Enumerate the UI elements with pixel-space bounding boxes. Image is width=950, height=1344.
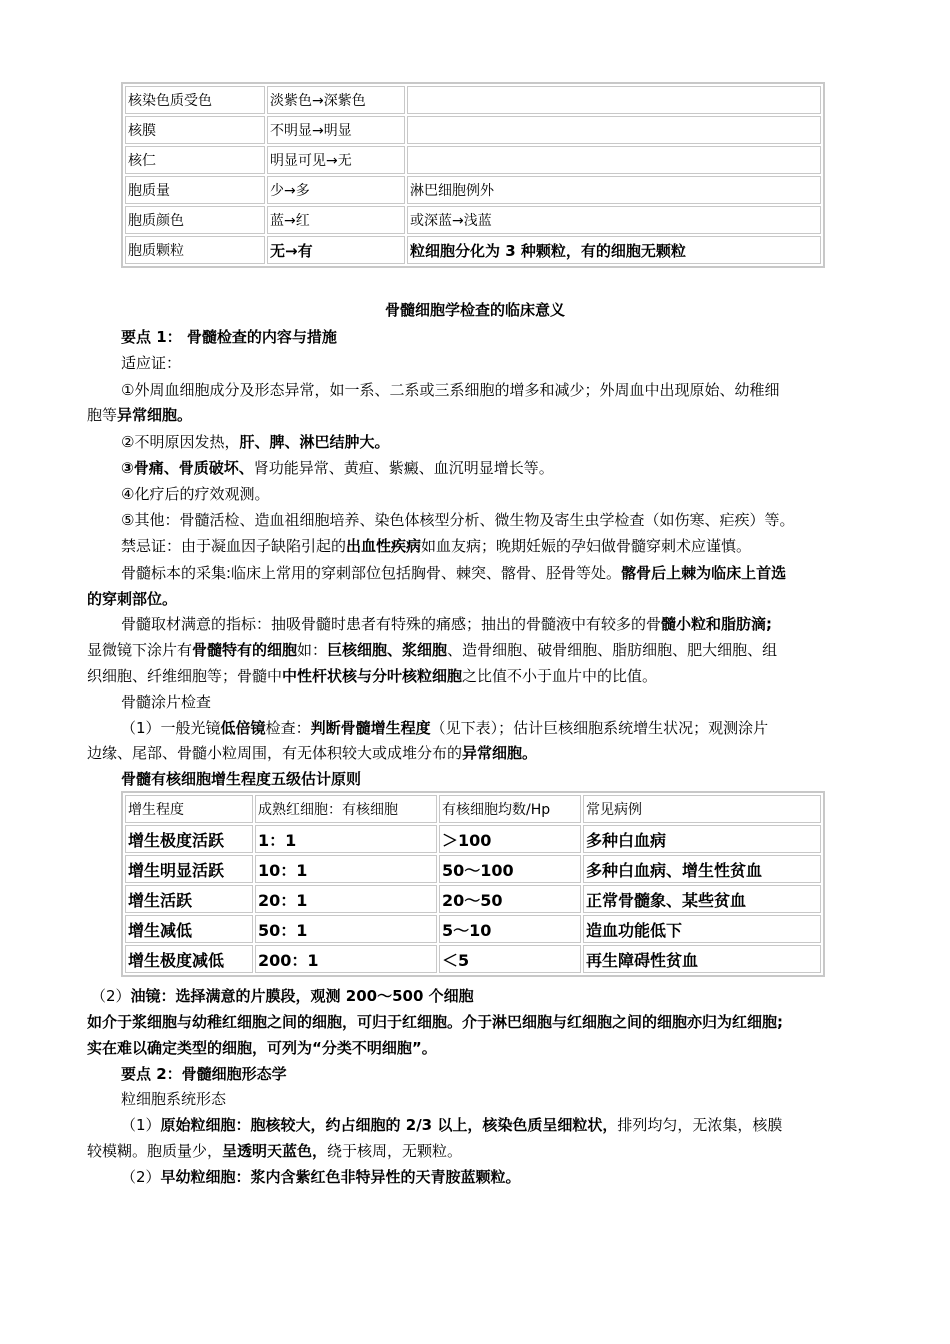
table-cell: ＜5 bbox=[439, 945, 581, 973]
table-cell: 或深蓝→浅蓝 bbox=[407, 206, 821, 234]
text: 显微镜下涂片有 bbox=[87, 641, 193, 659]
table-header-row bbox=[125, 795, 821, 823]
table-cell: 多种白血病 bbox=[583, 825, 821, 853]
table-cell: 不明显→明显 bbox=[267, 116, 405, 144]
table-cell: 明显可见→无 bbox=[267, 146, 405, 174]
bold-text: 骨髓特有的细胞 bbox=[192, 641, 298, 659]
table-cell: 增生极度活跃 bbox=[125, 825, 253, 853]
bold-text: 巨核细胞、浆细胞 bbox=[327, 641, 448, 659]
table-cell: 无→有 bbox=[267, 236, 405, 264]
sampling bbox=[121, 563, 786, 583]
table-row bbox=[125, 825, 821, 853]
table-row bbox=[125, 915, 821, 943]
table-cell bbox=[407, 116, 821, 144]
table-row bbox=[125, 116, 821, 144]
text: （2） bbox=[121, 1168, 161, 1186]
indication-3 bbox=[121, 458, 554, 478]
text: （1） bbox=[121, 1116, 161, 1134]
table-cell: 多种白血病、增生性贫血 bbox=[583, 855, 821, 883]
table-row bbox=[125, 86, 821, 114]
table-cell: 增生活跃 bbox=[125, 885, 253, 913]
indication-4: ④化疗后的疗效观测。 bbox=[121, 485, 270, 503]
text: 骨髓取材满意的指标：抽吸骨髓时患者有特殊的痛感；抽出的骨髓液中有较多的骨 bbox=[121, 615, 662, 633]
indications-label: 适应证： bbox=[121, 354, 182, 372]
indication-5: ⑤其他：骨髓活检、造血祖细胞培养、染色体核型分析、微生物及寄生虫学检查（如伤寒、疟疾）等。 bbox=[121, 511, 795, 529]
text: 检查： bbox=[265, 719, 311, 737]
table-cell: 200：1 bbox=[255, 945, 437, 973]
table-cell: 50～100 bbox=[439, 855, 581, 883]
bold-text: 油镜：选择满意的片膜段，观测 200～500 个细胞 bbox=[130, 987, 474, 1005]
table-cell: 淋巴细胞例外 bbox=[407, 176, 821, 204]
sampling-cont: 的穿刺部位。 bbox=[87, 590, 178, 608]
granulocyte-title: 粒细胞系统形态 bbox=[121, 1090, 227, 1108]
bold-text: 肝、脾、淋巴结肿大。 bbox=[239, 433, 390, 451]
table-cell: 少→多 bbox=[267, 176, 405, 204]
table-row bbox=[125, 885, 821, 913]
table-cell: 20：1 bbox=[255, 885, 437, 913]
oil-immersion bbox=[91, 986, 474, 1006]
text: 骨髓标本的采集:临床上常用的穿刺部位包括胸骨、棘突、髂骨、胫骨等处。 bbox=[121, 564, 622, 582]
bold-text: 出血性疾病 bbox=[346, 537, 422, 555]
bold-text: 异常细胞。 bbox=[462, 744, 538, 762]
table-cell: 造血功能低下 bbox=[583, 915, 821, 943]
note-line-2: 实在难以确定类型的细胞，可列为“分类不明细胞”。 bbox=[87, 1039, 437, 1057]
text: 、造骨细胞、破骨细胞、脂肪细胞、肥大细胞、组 bbox=[447, 641, 778, 659]
table-cell bbox=[407, 146, 821, 174]
text: 禁忌证：由于凝血因子缺陷引起的 bbox=[121, 537, 347, 555]
bold-text: 低倍镜 bbox=[220, 719, 266, 737]
text: 之比值不小于血片中的比值。 bbox=[462, 667, 658, 685]
maturation-table bbox=[121, 82, 825, 268]
table-cell: 核染色质受色 bbox=[125, 86, 265, 114]
table-cell: 增生明显活跃 bbox=[125, 855, 253, 883]
indication-1: ①外周血细胞成分及形态异常，如一系、二系或三系细胞的增多和减少；外周血中出现原始、幼稚细 bbox=[121, 381, 780, 399]
bold-text: 呈透明天蓝色， bbox=[222, 1142, 328, 1160]
text: （见下表）；估计巨核细胞系统增生状况；观测涂片 bbox=[430, 719, 769, 737]
table-cell: ＞100 bbox=[439, 825, 581, 853]
smear-line-1 bbox=[121, 718, 768, 738]
bold-text: 髂骨后上棘为临床上首选 bbox=[621, 564, 787, 582]
table-row bbox=[125, 855, 821, 883]
text: 排列均匀，无浓集，核膜 bbox=[617, 1116, 783, 1134]
text: 绕于核周，无颗粒。 bbox=[327, 1142, 463, 1160]
table-cell: 粒细胞分化为 3 种颗粒，有的细胞无颗粒 bbox=[407, 236, 821, 264]
myeloblast-line-1 bbox=[121, 1115, 782, 1135]
text: 织细胞、纤维细胞等；骨髓中 bbox=[87, 667, 283, 685]
table-cell: 增生极度减低 bbox=[125, 945, 253, 973]
table-cell: 胞质量 bbox=[125, 176, 265, 204]
text: 肾功能异常、黄疸、紫癜、血沉明显增长等。 bbox=[253, 459, 554, 477]
text: 边缘、尾部、骨髓小粒周围，有无体积较大或成堆分布的 bbox=[87, 744, 463, 762]
proliferation-table bbox=[121, 791, 825, 977]
promyelocyte-line bbox=[121, 1167, 521, 1187]
table-row bbox=[125, 206, 821, 234]
table-cell: 再生障碍性贫血 bbox=[583, 945, 821, 973]
text: （1）一般光镜 bbox=[121, 719, 221, 737]
table-cell bbox=[407, 86, 821, 114]
text: 如： bbox=[297, 641, 328, 659]
table-row bbox=[125, 945, 821, 973]
table-cell: 20～50 bbox=[439, 885, 581, 913]
note-line-1: 如介于浆细胞与幼稚红细胞之间的细胞，可归于红细胞。介于淋巴细胞与红细胞之间的细胞亦归为红细胞; bbox=[87, 1013, 784, 1031]
myeloblast-line-2 bbox=[87, 1141, 462, 1161]
table-cell: 1：1 bbox=[255, 825, 437, 853]
section-title: 骨髓细胞学检查的临床意义 bbox=[384, 301, 565, 319]
bold-text: 中性杆状核与分叶核粒细胞 bbox=[282, 667, 463, 685]
table-cell: 5～10 bbox=[439, 915, 581, 943]
table-cell: 增生减低 bbox=[125, 915, 253, 943]
satisfaction-line-2 bbox=[87, 640, 777, 660]
table-cell: 胞质颗粒 bbox=[125, 236, 265, 264]
bold-text: 早幼粒细胞：浆内含紫红色非特异性的天青胺蓝颗粒。 bbox=[160, 1168, 521, 1186]
table-cell: 10：1 bbox=[255, 855, 437, 883]
table-row bbox=[125, 236, 821, 264]
table-cell: 淡紫色→深紫色 bbox=[267, 86, 405, 114]
table2-title: 骨髓有核细胞增生程度五级估计原则 bbox=[121, 770, 362, 788]
text: （2） bbox=[91, 987, 131, 1005]
text: 如血友病；晚期妊娠的孕妇做骨髓穿刺术应谨慎。 bbox=[421, 537, 752, 555]
point2-title: 要点 2：骨髓细胞形态学 bbox=[121, 1065, 287, 1083]
table-cell: 正常骨髓象、某些贫血 bbox=[583, 885, 821, 913]
bold-text: ③骨痛、骨质破坏、 bbox=[121, 459, 254, 477]
indication-2 bbox=[121, 432, 389, 452]
column-header: 常见病例 bbox=[583, 795, 821, 823]
indication-1-cont bbox=[87, 405, 192, 425]
column-header: 成熟红细胞：有核细胞 bbox=[255, 795, 437, 823]
contraindications bbox=[121, 536, 751, 556]
satisfaction-line-1 bbox=[121, 614, 772, 634]
text: 胞等 bbox=[87, 406, 118, 424]
table-cell: 蓝→红 bbox=[267, 206, 405, 234]
table-cell: 50：1 bbox=[255, 915, 437, 943]
table-cell: 核膜 bbox=[125, 116, 265, 144]
column-header: 增生程度 bbox=[125, 795, 253, 823]
column-header: 有核细胞均数/Hp bbox=[439, 795, 581, 823]
smear-line-2 bbox=[87, 743, 537, 763]
smear-title: 骨髓涂片检查 bbox=[121, 693, 212, 711]
bold-text: 髓小粒和脂肪滴; bbox=[661, 615, 773, 633]
text: ②不明原因发热， bbox=[121, 433, 240, 451]
table-cell: 核仁 bbox=[125, 146, 265, 174]
table-cell: 胞质颜色 bbox=[125, 206, 265, 234]
satisfaction-line-3 bbox=[87, 666, 657, 686]
table-row bbox=[125, 146, 821, 174]
bold-text: 原始粒细胞：胞核较大，约占细胞的 2/3 以上，核染色质呈细粒状， bbox=[160, 1116, 618, 1134]
table-row bbox=[125, 176, 821, 204]
bold-text: 异常细胞。 bbox=[117, 406, 193, 424]
text: 较模糊。胞质量少， bbox=[87, 1142, 223, 1160]
point1-title: 要点 1： 骨髓检查的内容与措施 bbox=[121, 328, 337, 346]
bold-text: 判断骨髓增生程度 bbox=[310, 719, 431, 737]
